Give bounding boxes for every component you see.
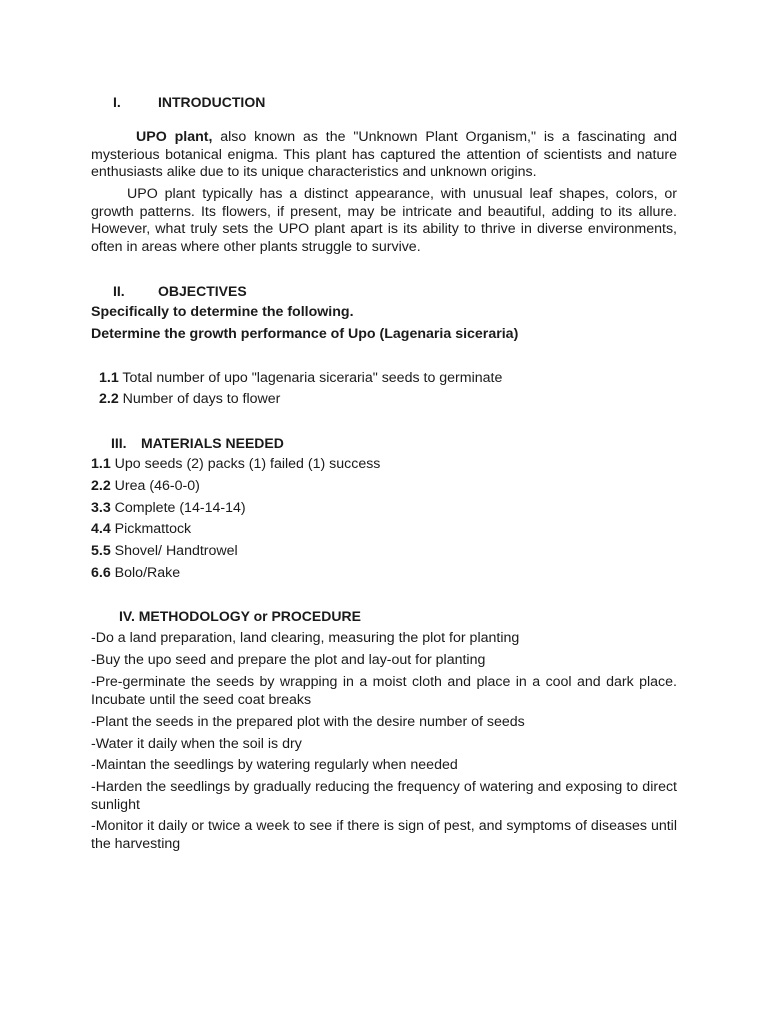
objective-item — [99, 391, 280, 407]
material-item-number: 4.4 — [91, 521, 111, 537]
procedure-step: -Pre-germinate the seeds by wrapping in a moist cloth and place in a cool and dark place. Incubate until the seed coat breaks — [91, 674, 677, 708]
procedure-step: -Harden the seedlings by gradually reducing the frequency of watering and exposing to direct sunlight — [91, 779, 677, 813]
section-heading-introduction — [113, 94, 265, 110]
material-item-number: 1.1 — [91, 456, 111, 472]
procedure-step: -Maintan the seedlings by watering regularly when needed — [91, 757, 458, 773]
objectives-line-1: Specifically to determine the following. — [91, 304, 354, 320]
procedure-step: -Do a land preparation, land clearing, measuring the plot for planting — [91, 630, 520, 646]
intro-paragraph-2: UPO plant typically has a distinct appearance, with unusual leaf shapes, colors, or growth patterns. Its flowers, if present, may be intricate and beautiful, adding to its allure. However, what truly sets the UPO plant apart is its ability to thrive in diverse environments, often in areas where other plants struggle to survive. — [91, 186, 677, 255]
section-heading-methodology: IV. METHODOLOGY or PROCEDURE — [119, 608, 361, 624]
material-item-number: 5.5 — [91, 543, 111, 559]
section-heading-materials — [111, 435, 284, 451]
material-item — [91, 478, 200, 494]
objectives-line-2: Determine the growth performance of Upo (Lagenaria siceraria) — [91, 326, 519, 342]
material-item-text: Urea (46-0-0) — [110, 478, 200, 494]
material-item — [91, 565, 180, 581]
material-item — [91, 500, 246, 516]
material-item-text: Shovel/ Handtrowel — [110, 543, 238, 559]
intro-paragraph-1 — [91, 129, 677, 182]
section-title: INTRODUCTION — [158, 94, 266, 110]
material-item — [91, 521, 191, 537]
material-item-text: Upo seeds (2) packs (1) failed (1) success — [110, 456, 381, 472]
material-item-text: Complete (14-14-14) — [110, 500, 246, 516]
material-item-number: 2.2 — [91, 478, 111, 494]
objective-item-text: Total number of upo "lagenaria siceraria" seeds to germinate — [118, 370, 503, 386]
intro-lead-term: UPO plant, — [136, 129, 213, 145]
material-item-number: 6.6 — [91, 565, 111, 581]
procedure-step: -Monitor it daily or twice a week to see if there is sign of pest, and symptoms of diseases until the harvesting — [91, 818, 677, 852]
section-title: OBJECTIVES — [158, 283, 247, 299]
material-item — [91, 456, 380, 472]
procedure-step: -Buy the upo seed and prepare the plot and lay-out for planting — [91, 652, 486, 668]
objective-item — [99, 370, 502, 386]
objective-item-text: Number of days to flower — [118, 391, 281, 407]
objective-item-number: 2.2 — [99, 391, 119, 407]
intro-paragraph-1-text: also known as the "Unknown Plant Organism," is a fascinating and mysterious botanical enigma. This plant has captured the attention of scientists and nature enthusiasts alike due to its unique characteristics and unknown origins. — [91, 129, 677, 180]
material-item-text: Bolo/Rake — [110, 565, 181, 581]
material-item-text: Pickmattock — [110, 521, 192, 537]
procedure-step: -Plant the seeds in the prepared plot with the desire number of seeds — [91, 714, 525, 730]
material-item-number: 3.3 — [91, 500, 111, 516]
material-item — [91, 543, 238, 559]
objective-item-number: 1.1 — [99, 370, 119, 386]
section-number: III. — [111, 435, 127, 451]
section-heading-objectives — [113, 283, 247, 299]
procedure-step: -Water it daily when the soil is dry — [91, 736, 302, 752]
section-number: I. — [113, 94, 121, 110]
section-title: MATERIALS NEEDED — [141, 435, 284, 451]
section-number: II. — [113, 283, 125, 299]
